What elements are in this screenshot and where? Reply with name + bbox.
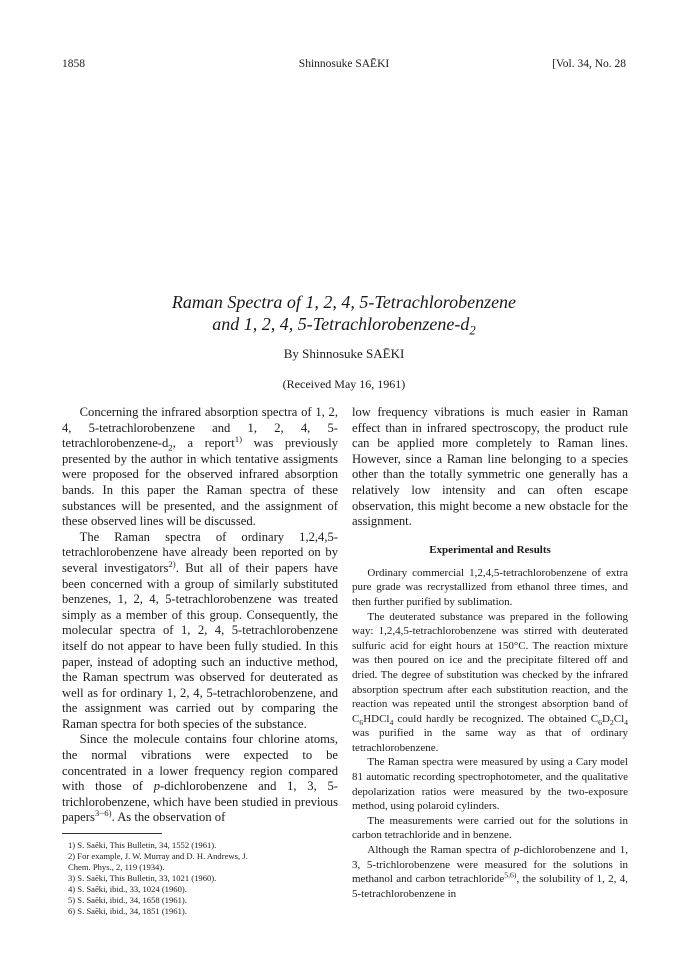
text-run: The deuterated substance was prepared in the following way: 1,2,4,5-tetrachlorobenzene was stirred with deuterated sulfuric acid for eight hours at 150°C. The reaction mixture was then poured on ice and the precipitate filtered off and dried. The degree of substitution was checked by the infrared absorption spectrum after each substitution reaction, and the reaction was repeated until the strongest absorption band of C [352,610,628,725]
footnote: 4) S. Saēki, ibid., 33, 1024 (1960). [68,884,187,895]
title-subscript: 2 [469,323,476,338]
text-run: . As the observation of [111,810,226,825]
reference-mark: 5,6) [504,870,517,880]
italic-text: p [513,844,520,857]
footnote: 2) For example, J. W. Murray and D. H. Andrews, J. [68,851,248,862]
title-line-2-text: and 1, 2, 4, 5-Tetrachlorobenzene-d [212,314,470,334]
reference-mark: 1) [234,434,243,444]
subscript: 2 [609,717,614,727]
subscript: 6 [359,717,364,727]
text-run: , a report [172,436,235,451]
footnotes [62,840,338,917]
subscript: 2 [168,442,173,453]
paragraph [352,843,628,901]
italic-text: p [153,779,161,794]
text-run: Concerning the infrared absorption spectra of 1, 2, 4, 5-tetrachlorobenzene and 1, 2, 4, 5-tetrachlorobenzene-d [62,405,338,451]
reference-mark: 2) [168,558,176,569]
text-run: could hardly be recognized. The obtained C [393,712,599,725]
volume-info: [Vol. 34, No. 28 [552,58,626,70]
footnote: 3) S. Saēki, This Bulletin, 33, 1021 (1960). [68,873,217,884]
paragraph [62,530,338,733]
page-number: 1858 [62,58,85,70]
paragraph [62,405,338,530]
footnote-continuation: Chem. Phys., 2, 119 (1934). [68,862,165,873]
paragraph [62,732,338,826]
text-run: Cl [613,712,625,725]
footnote: 6) S. Saēki, ibid., 34, 1851 (1961). [68,906,187,917]
text-run: , the solubility of 1, 2, 4, 5-tetrachlorobenzene in [352,873,629,900]
subscript: 4 [624,717,628,727]
text-run: was previously presented by the author in which tentative assigments were proposed for the observed infrared absorption bands. In this paper the Raman spectra of these substances will be presented, and the assignment of these observed lines will be discussed. [62,436,338,529]
title-line-2 [62,313,626,338]
reference-mark: 3−6) [94,808,112,819]
text-run: was purified in the same way as that of ordinary tetrachlorobenzene. [352,727,628,754]
text-run: Since the molecule contains four chlorine atoms, the normal vibrations were expected to be concentrated in a lower frequency region compared with those of [62,732,338,794]
paragraph: Ordinary commercial 1,2,4,5-tetrachlorobenzene of extra pure grade was recrystallized from ethanol three times, and then further purified by sublimation. [352,566,628,608]
paragraph: The measurements were carried out for the solutions in carbon tetrachloride and in benzene. [352,814,628,842]
subscript: 4 [389,717,394,727]
right-column [352,405,628,901]
footnote: 5) S. Saēki, ibid., 34, 1658 (1961). [68,895,187,906]
text-run: The Raman spectra of ordinary 1,2,4,5-tetrachlorobenzene have already been reported on by several investigators [62,529,338,575]
text-run: -dichlorobenzene and 1, 3, 5-trichlorobenzene were measured for the solutions in methanol and carbon tetrachloride [352,844,628,886]
text-run: -dichlorobenzene and 1, 3, 5-trichlorobenzene, which have been studied in previous papers [62,779,338,825]
paragraph [352,610,628,756]
running-header [62,58,626,74]
byline: By Shinnosuke SAĒKI [283,346,405,361]
footnote: 1) S. Saēki, This Bulletin, 34, 1552 (1961). [68,840,217,851]
text-run: HDCl [363,712,390,725]
text-run: Although the Raman spectra of [367,844,514,857]
title-line-1: Raman Spectra of 1, 2, 4, 5-Tetrachlorobenzene [171,292,517,312]
subscript: 6 [598,717,602,727]
running-author: Shinnosuke SAĒKI [298,58,390,70]
received-date: (Received May 16, 1961) [282,377,406,391]
footnote-rule [62,833,162,834]
section-heading: Experimental and Results [429,543,551,556]
paragraph: The Raman spectra were measured by using a Cary model 81 automatic recording spectrophotometer, and the qualitative depolarization ratios were measured by the two-exposure method, using polaroid cylinders. [352,756,628,813]
left-column [62,405,338,917]
article-title [62,291,626,338]
text-run: D [601,712,610,725]
paragraph: low frequency vibrations is much easier in Raman effect than in infrared spectroscopy, the product rule can be applied more completely to Raman lines. However, since a Raman line belonging to a species other than the totally symmetric one generally has a relatively low intensity and can often escape observation, this might become a new obstacle for the assignment. [352,405,628,529]
text-run: . But all of their papers have been concerned with a group of similarly substituted benzenes, 1, 2, 4, 5-tetrachlorobenzene was treated simply as a member of this group. Consequently, the molecular spectra of 1, 2, 4, 5-tetrachlorobenzene itself do not appear to have been fully studied. In this paper, instead of adopting such an inductive method, the Raman spectrum was observed for deuterated as well as for ordinary 1, 2, 4, 5-tetrachlorobenzene, and the assignment was carried out by comparing the Raman spectra for both species of the substance. [62,560,338,731]
